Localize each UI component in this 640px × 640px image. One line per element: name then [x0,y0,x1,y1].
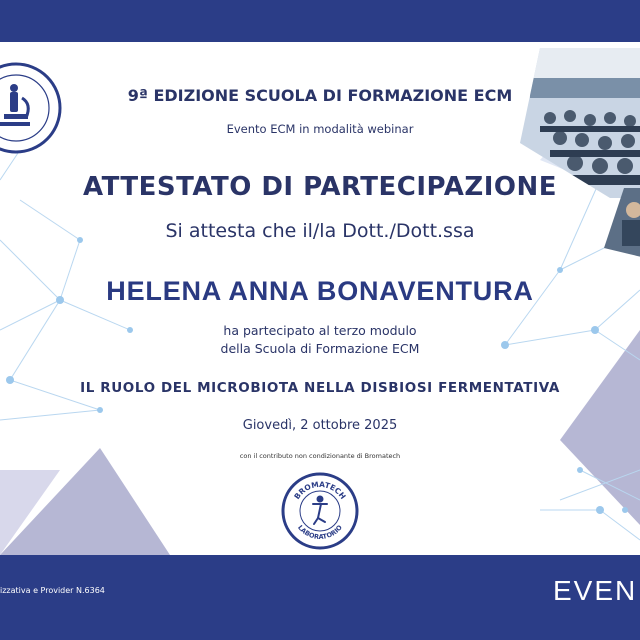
bromatech-bottom-text: LABORATORIO [296,523,344,542]
provider-text: izzativa e Provider N.6364 [0,586,105,595]
edition-title: 9ª EDIZIONE SCUOLA DI FORMAZIONE ECM [127,86,513,105]
brand-logo-text: EVEN [553,575,638,606]
bottom-band [0,555,640,640]
bromatech-figure-icon [281,472,359,550]
participant-name: HELENA ANNA BONAVENTURA [106,276,534,306]
bromatech-top-text: BROMATECH [292,479,348,501]
sponsor-note: con il contributo non condizionante di Bromatech [239,452,401,460]
event-mode: Evento ECM in modalità webinar [226,122,414,136]
module-line-2: della Scuola di Formazione ECM [220,341,420,356]
module-line-1: ha partecipato al terzo modulo [223,323,417,338]
certificate-heading: ATTESTATO DI PARTECIPAZIONE [82,172,557,202]
course-topic: IL RUOLO DEL MICROBIOTA NELLA DISBIOSI FERMENTATIVA [80,380,560,396]
attestation-line: Si attesta che il/la Dott./Dott.ssa [165,220,475,242]
event-date: Giovedì, 2 ottobre 2025 [242,418,398,433]
microscope-seal-icon [0,62,62,154]
